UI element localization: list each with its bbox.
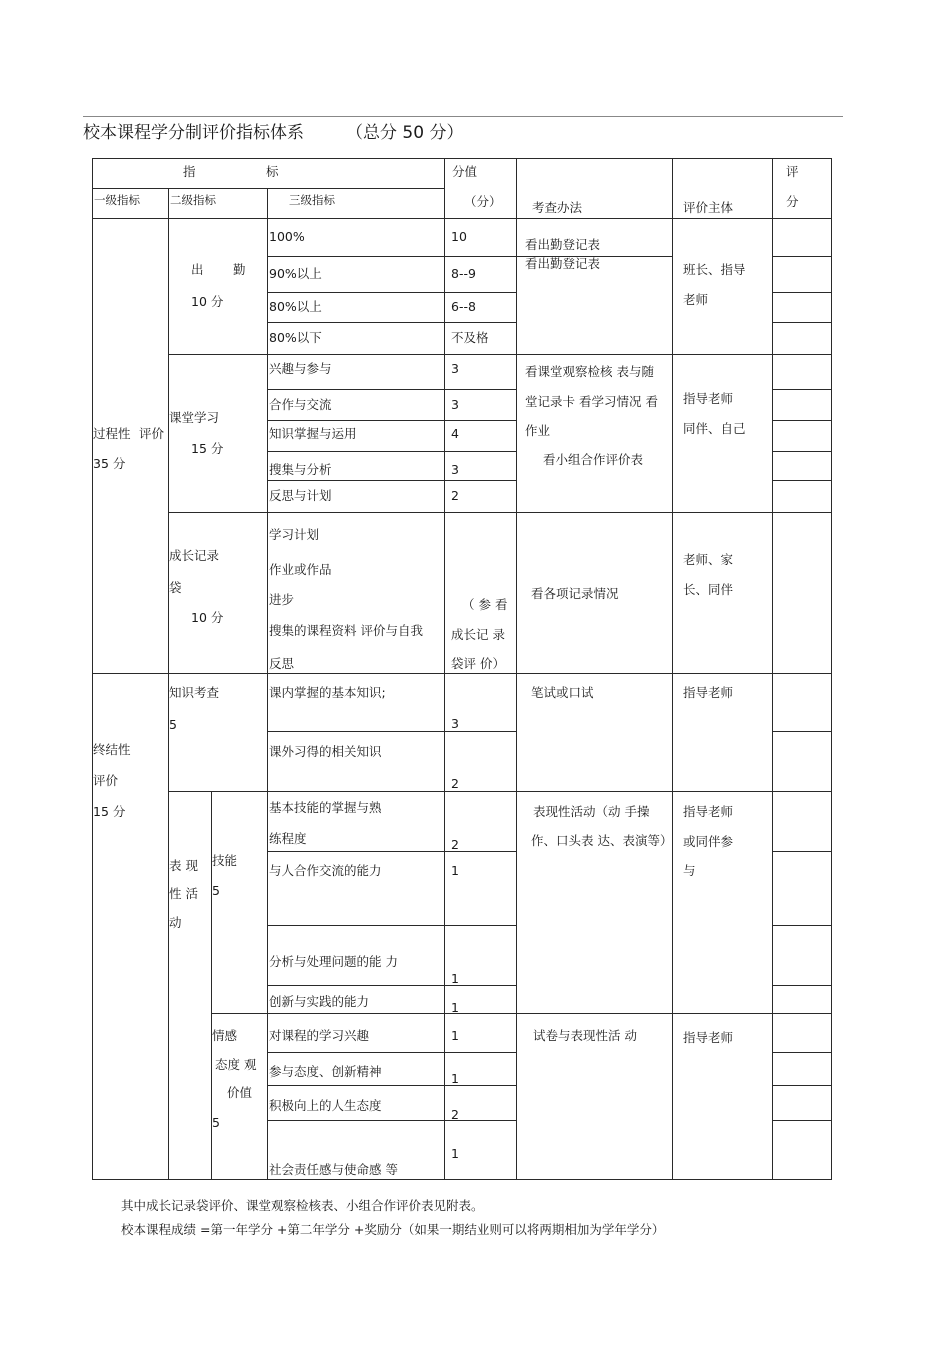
performance-name-1: 表 现	[169, 858, 198, 873]
attendance-row-label: 80%以下	[269, 330, 322, 345]
growth-subject-2: 长、同伴	[683, 582, 734, 597]
table-line	[772, 1052, 831, 1053]
emotion-name-1: 情感	[212, 1028, 238, 1043]
header-method: 考查办法	[532, 200, 583, 215]
header-level3: 三级指标	[289, 193, 335, 207]
process-score: 35 分	[93, 456, 126, 471]
table-line	[267, 188, 268, 1180]
growth-name-1: 成长记录	[169, 548, 220, 563]
table-line	[772, 389, 831, 390]
classroom-row-score: 4	[451, 426, 459, 441]
knowledge-name: 知识考查	[169, 685, 220, 700]
knowledge-row-label: 课外习得的相关知识	[269, 744, 382, 759]
table-line	[267, 1120, 516, 1121]
header-level1: 一级指标	[94, 193, 140, 207]
skill-row-label: 分析与处理问题的能 力	[269, 954, 398, 969]
growth-item: 反思	[269, 656, 295, 671]
skill-row-label-1: 基本技能的掌握与熟	[269, 800, 382, 815]
table-line	[772, 322, 831, 323]
skill-row-score: 2	[451, 837, 459, 852]
attendance-row-score: 8--9	[451, 266, 476, 281]
attendance-row-label: 90%以上	[269, 266, 322, 281]
process-label-a: 过程性	[93, 426, 131, 441]
classroom-row-score: 3	[451, 462, 459, 477]
growth-score-1: （ 参 看	[462, 597, 508, 612]
growth-item: 作业或作品	[269, 562, 332, 577]
attendance-name-a: 出	[191, 262, 204, 277]
table-line	[267, 292, 516, 293]
table-line	[92, 158, 831, 159]
skill-score: 5	[212, 883, 220, 898]
classroom-score: 15 分	[191, 441, 224, 456]
table-line	[267, 480, 516, 481]
attendance-name-b: 勤	[233, 262, 246, 277]
skill-row-score: 1	[451, 1000, 459, 1015]
growth-item: 搜集的课程资料 评价与自我	[269, 623, 423, 638]
skill-row-label-2: 练程度	[269, 831, 307, 846]
classroom-name: 课堂学习	[169, 410, 220, 425]
knowledge-row-label: 课内掌握的基本知识;	[269, 685, 386, 700]
table-line	[672, 158, 673, 1180]
title-main: 校本课程学分制评价指标体系	[83, 123, 304, 143]
attendance-row-score: 6--8	[451, 299, 476, 314]
attendance-method-1: 看出勤登记表	[525, 237, 601, 252]
emotion-row-label: 积极向上的人生态度	[269, 1098, 382, 1113]
emotion-name-2: 态度 观	[215, 1057, 257, 1072]
header-zhi: 指	[183, 164, 196, 179]
footnote: 校本课程成绩 =第一年学分 +第二年学分 +奖励分（如果一期结业则可以将两期相加为学年学分）	[121, 1222, 665, 1237]
classroom-method-1: 看课堂观察检核 表与随	[525, 364, 654, 379]
header-biao: 标	[266, 164, 279, 179]
growth-score-2: 成长记 录	[451, 627, 505, 642]
growth-item: 进步	[269, 592, 295, 607]
knowledge-row-score: 2	[451, 776, 459, 791]
table-line	[444, 158, 445, 1180]
header-rate-1: 评	[786, 164, 799, 179]
table-line	[267, 420, 516, 421]
classroom-subject-1: 指导老师	[683, 391, 734, 406]
table-line	[772, 1120, 831, 1121]
table-line	[267, 851, 516, 852]
emotion-row-label: 参与态度、创新精神	[269, 1064, 382, 1079]
skill-subject-3: 与	[683, 863, 696, 878]
classroom-row-label: 合作与交流	[269, 397, 332, 412]
classroom-method-3: 作业	[525, 423, 551, 438]
emotion-row-score: 2	[451, 1107, 459, 1122]
table-line	[772, 480, 831, 481]
table-line	[92, 673, 831, 674]
table-line	[267, 389, 516, 390]
emotion-subject: 指导老师	[683, 1030, 734, 1045]
skill-method-2: 作、口头表 达、表演等）	[531, 833, 673, 848]
table-line	[267, 985, 516, 986]
table-line	[211, 1013, 831, 1014]
skill-row-score: 1	[451, 863, 459, 878]
header-level2: 二级指标	[170, 193, 216, 207]
classroom-row-score: 3	[451, 361, 459, 376]
growth-name-2: 袋	[169, 580, 182, 595]
table-line	[92, 188, 445, 189]
skill-row-score: 1	[451, 971, 459, 986]
skill-subject-1: 指导老师	[683, 804, 734, 819]
attendance-method-2: 看出勤登记表	[525, 256, 601, 271]
skill-row-label: 创新与实践的能力	[269, 994, 370, 1009]
table-line	[772, 985, 831, 986]
top-rule	[83, 116, 843, 117]
attendance-row-label: 80%以上	[269, 299, 322, 314]
summative-label-a: 终结性	[93, 742, 131, 757]
emotion-row-score: 1	[451, 1028, 459, 1043]
knowledge-score: 5	[169, 717, 177, 732]
skill-name: 技能	[212, 853, 238, 868]
classroom-subject-2: 同伴、自己	[683, 421, 746, 436]
table-line	[772, 256, 831, 257]
attendance-row-score: 不及格	[451, 330, 489, 345]
header-subject: 评价主体	[683, 200, 734, 215]
table-line	[168, 188, 169, 1180]
performance-name-3: 动	[169, 915, 182, 930]
table-line	[92, 1179, 831, 1180]
classroom-row-label: 兴趣与参与	[269, 361, 332, 376]
header-score-2: （分）	[464, 194, 502, 209]
summative-label-b: 评价	[93, 773, 119, 788]
header-rate-2: 分	[786, 194, 799, 209]
attendance-row-score: 10	[451, 229, 467, 244]
growth-method: 看各项记录情况	[531, 586, 619, 601]
table-line	[772, 731, 831, 732]
growth-score: 10 分	[191, 610, 224, 625]
table-line	[267, 1085, 516, 1086]
table-line	[772, 851, 831, 852]
classroom-row-score: 3	[451, 397, 459, 412]
emotion-row-score: 1	[451, 1146, 459, 1161]
knowledge-method: 笔试或口试	[531, 685, 594, 700]
table-line	[267, 1052, 516, 1053]
classroom-row-label: 搜集与分析	[269, 462, 332, 477]
emotion-method: 试卷与表现性活 动	[533, 1028, 637, 1043]
skill-method-1: 表现性活动（动 手操	[533, 804, 650, 819]
table-line	[267, 731, 516, 732]
emotion-row-score: 1	[451, 1071, 459, 1086]
attendance-score: 10 分	[191, 294, 224, 309]
growth-item: 学习计划	[269, 527, 320, 542]
attendance-row-label: 100%	[269, 229, 305, 244]
summative-score: 15 分	[93, 804, 126, 819]
header-score-1: 分值	[452, 164, 478, 179]
emotion-row-label: 对课程的学习兴趣	[269, 1028, 370, 1043]
table-line	[772, 1085, 831, 1086]
classroom-row-label: 知识掌握与运用	[269, 426, 357, 441]
table-line	[516, 158, 517, 1180]
classroom-method-2: 堂记录卡 看学习情况 看	[525, 394, 658, 409]
performance-name-2: 性 活	[169, 886, 198, 901]
footnote: 其中成长记录袋评价、课堂观察检核表、小组合作评价表见附表。	[121, 1198, 484, 1213]
table-line	[772, 451, 831, 452]
growth-subject-1: 老师、家	[683, 552, 734, 567]
skill-row-label: 与人合作交流的能力	[269, 863, 382, 878]
table-line	[772, 420, 831, 421]
table-line	[267, 256, 516, 257]
table-line	[772, 292, 831, 293]
classroom-method-4: 看小组合作评价表	[543, 452, 644, 467]
emotion-score: 5	[212, 1115, 220, 1130]
classroom-row-score: 2	[451, 488, 459, 503]
page-title	[83, 118, 463, 143]
process-label-b: 评价	[139, 426, 165, 441]
emotion-name-3: 价值	[227, 1085, 253, 1100]
table-line	[772, 925, 831, 926]
table-line	[267, 451, 516, 452]
table-line	[831, 158, 832, 1180]
knowledge-subject: 指导老师	[683, 685, 734, 700]
knowledge-row-score: 3	[451, 716, 459, 731]
classroom-row-label: 反思与计划	[269, 488, 332, 503]
table-line	[267, 322, 516, 323]
table-line	[267, 925, 516, 926]
title-total: （总分 50 分）	[346, 123, 464, 143]
attendance-subject-1: 班长、指导	[683, 262, 746, 277]
growth-score-3: 袋评 价）	[451, 656, 505, 671]
skill-subject-2: 或同伴参	[683, 834, 734, 849]
table-line	[92, 158, 93, 1180]
table-line	[772, 158, 773, 1180]
table-line	[92, 218, 831, 219]
emotion-row-label: 社会责任感与使命感 等	[269, 1162, 398, 1177]
attendance-subject-2: 老师	[683, 292, 709, 307]
